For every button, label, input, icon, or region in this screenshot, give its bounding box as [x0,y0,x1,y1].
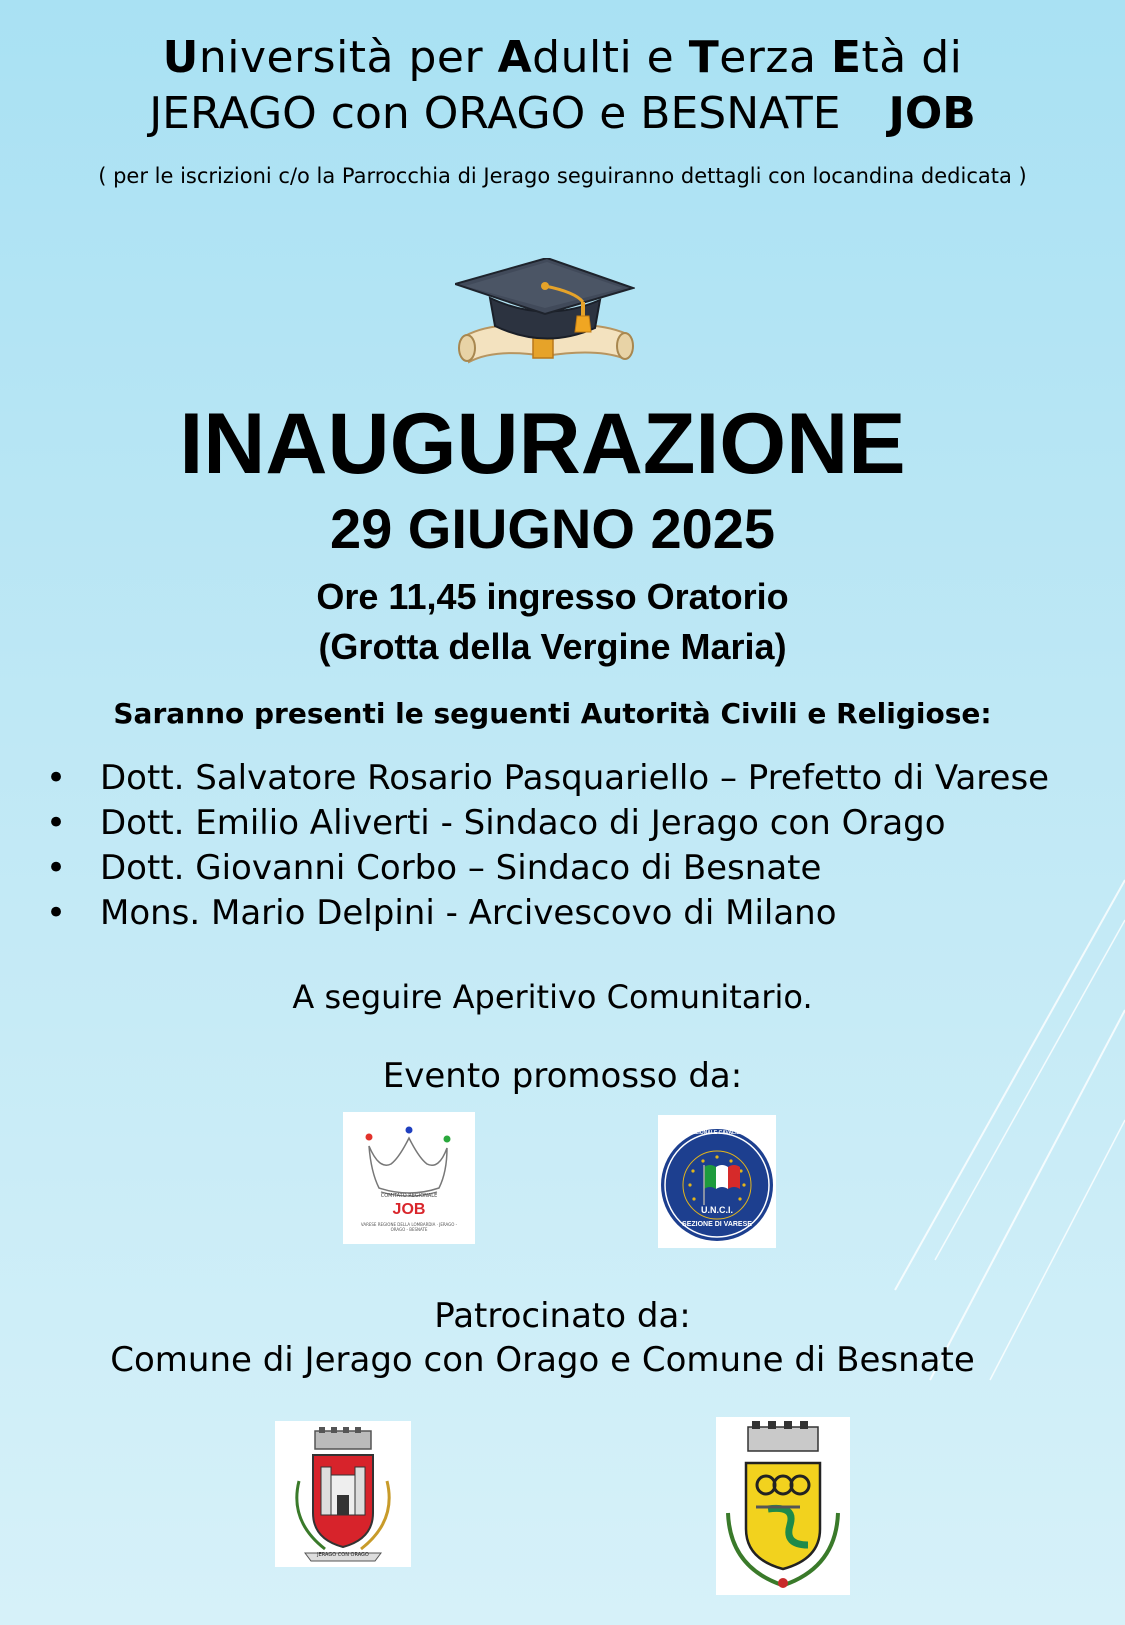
list-item [40,891,1049,936]
list-item [40,846,1049,891]
sponsoring-municipalities: Comune di Jerago con Orago e Comune di Besnate [110,1340,975,1380]
heading-part: E [830,32,862,83]
bullet-icon: • [46,758,67,798]
event-time: Ore 11,45 ingresso Oratorio [316,576,789,617]
list-item [40,801,1049,846]
heading-part: tà di [861,32,963,83]
event-time-place [0,572,1115,672]
besnate-crest-icon [716,1417,850,1595]
job-logo-subtitle: COMITATO REGIONALE [380,1193,438,1199]
graduation-cap-icon [455,258,635,378]
bullet-icon: • [46,803,67,843]
heading-part: A [497,32,533,83]
university-location [0,88,1125,139]
authority-text: Dott. Emilio Aliverti - Sindaco di Jerago con Orago [100,803,946,843]
sponsored-label: Patrocinato da: [434,1296,691,1336]
jerago-ribbon-text: JERAGO CON ORAGO [317,1552,369,1558]
registration-note: ( per le iscrizioni c/o la Parrocchia di Jerago seguiranno dettagli con locandina dedicata ) [98,164,1027,188]
bullet-icon: • [46,893,67,933]
aperitivo-text: A seguire Aperitivo Comunitario. [292,978,813,1016]
unci-logo [658,1115,776,1248]
list-item [40,756,1049,801]
authority-text: Dott. Salvatore Rosario Pasquariello – Prefetto di Varese [100,758,1050,798]
heading-part: U [162,32,199,83]
job-label: JOB [888,88,976,139]
unci-ring-text: UNIONE NAZIONALE CAVALIERI D'ITALIA [667,1130,767,1136]
authorities-list [40,756,1049,936]
authority-text: Mons. Mario Delpini - Arcivescovo di Milano [100,893,837,933]
jerago-crest-icon [275,1421,411,1567]
event-title: INAUGURAZIONE [179,396,906,492]
university-heading [0,32,1125,83]
besnate-coat-of-arms [716,1417,850,1595]
event-date: 29 GIUGNO 2025 [329,497,776,560]
heading-part: T [688,32,720,83]
unci-bottom-text: SEZIONE DI VARESE [682,1221,752,1228]
job-logo-text: JOB [392,1201,426,1218]
bullet-icon: • [46,848,67,888]
heading-part: dulti e [532,32,689,83]
location-text: JERAGO con ORAGO e BESNATE [149,88,841,139]
heading-part: niversità per [198,32,498,83]
jerago-coat-of-arms [275,1421,411,1567]
authority-text: Dott. Giovanni Corbo – Sindaco di Besnate [100,848,822,888]
authorities-intro: Saranno presenti le seguenti Autorità Civili e Religiose: [113,697,992,730]
event-place: (Grotta della Vergine Maria) [318,626,787,667]
heading-part: erza [719,32,831,83]
job-logo-caption: VARESE REGIONE DELLA LOMBARDIA · JERAGO - ORAGO - BESNATE [360,1222,458,1232]
unci-center-text: U.N.C.I. [700,1205,733,1215]
promoted-label: Evento promosso da: [382,1056,743,1096]
job-logo [343,1112,475,1244]
